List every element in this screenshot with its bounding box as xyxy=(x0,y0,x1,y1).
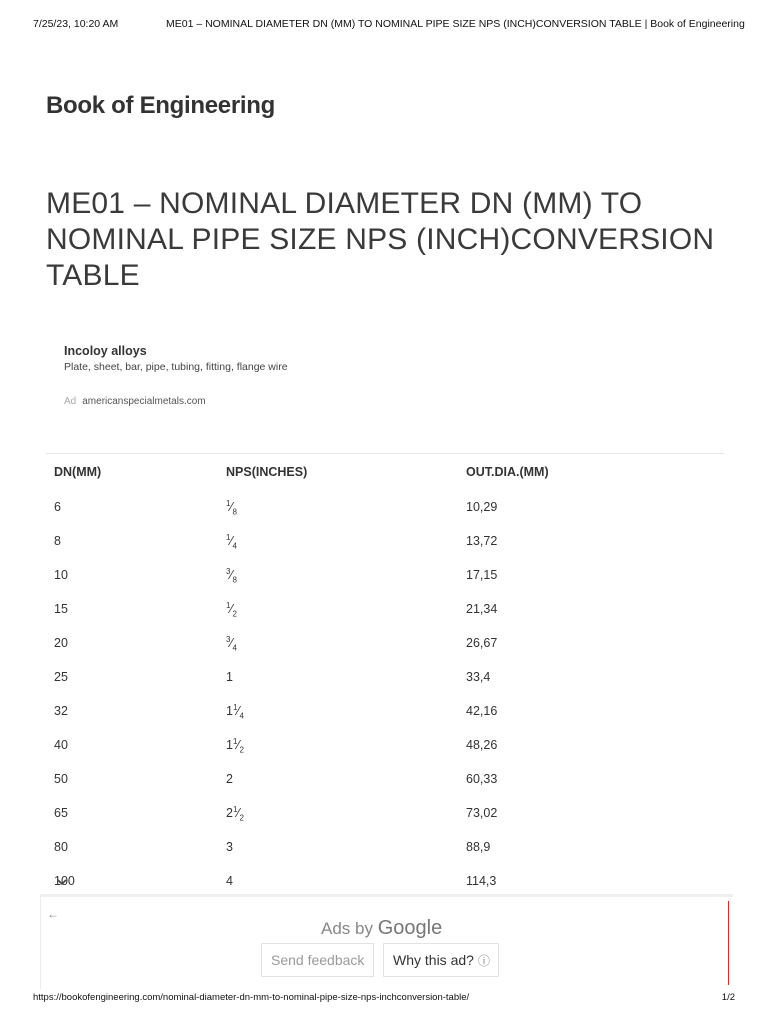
nps-numerator: 1 xyxy=(226,498,231,508)
print-url: https://bookofengineering.com/nominal-diameter-dn-mm-to-nominal-pipe-size-nps-inchconversion-table/ xyxy=(33,992,470,1003)
nps-numerator: 1 xyxy=(226,600,231,610)
cell-outer-diameter: 33,4 xyxy=(466,670,491,684)
print-datetime: 7/25/23, 10:20 AM xyxy=(33,18,119,30)
info-icon: ⓘ xyxy=(477,954,490,968)
cell-outer-diameter: 48,26 xyxy=(466,738,498,752)
table-row xyxy=(46,694,724,728)
nps-numerator: 3 xyxy=(226,566,231,576)
ad-source-url[interactable]: americanspecialmetals.com xyxy=(82,396,206,407)
ads-by-google xyxy=(321,917,442,940)
print-page-number: 1/2 xyxy=(721,992,735,1003)
cell-nps xyxy=(218,490,458,524)
table-row xyxy=(46,728,724,762)
nps-denominator: 4 xyxy=(232,643,237,653)
table-row xyxy=(46,864,724,898)
nps-denominator: 4 xyxy=(239,711,244,721)
nps-numerator: 1 xyxy=(226,532,231,542)
cell-nps xyxy=(218,762,458,796)
send-feedback-button[interactable]: Send feedback xyxy=(261,943,374,977)
conversion-table xyxy=(46,453,724,898)
cell-dn: 15 xyxy=(54,602,68,616)
cell-dn: 50 xyxy=(54,772,68,786)
table-row xyxy=(46,830,724,864)
cell-nps xyxy=(218,796,458,830)
table-row xyxy=(46,490,724,524)
cell-outer-diameter: 60,33 xyxy=(466,772,498,786)
column-header-dn: DN(MM) xyxy=(46,454,218,491)
nps-numerator: 1 xyxy=(232,804,238,814)
cell-nps xyxy=(218,524,458,558)
cell-nps xyxy=(218,626,458,660)
ad-tag: Ad xyxy=(64,396,77,407)
cell-dn: 8 xyxy=(54,534,61,548)
nps-whole: 2 xyxy=(226,772,233,786)
fraction-slash: ⁄ xyxy=(237,738,240,752)
cell-outer-diameter: 42,16 xyxy=(466,704,498,718)
fraction-slash: ⁄ xyxy=(230,500,233,514)
nps-numerator: 3 xyxy=(226,634,231,644)
cell-outer-diameter: 21,34 xyxy=(466,602,498,616)
ad-description: Plate, sheet, bar, pipe, tubing, fitting, flange wire xyxy=(64,361,288,373)
table-row xyxy=(46,796,724,830)
nps-denominator: 2 xyxy=(239,745,244,755)
nps-numerator: 1 xyxy=(232,702,238,712)
nps-whole: 1 xyxy=(226,670,233,684)
cell-nps xyxy=(218,592,458,626)
fraction-slash: ⁄ xyxy=(237,806,240,820)
fraction-slash: ⁄ xyxy=(230,534,233,548)
text-ad[interactable] xyxy=(64,344,464,407)
cell-outer-diameter: 114,3 xyxy=(466,874,497,888)
cell-nps xyxy=(218,660,458,694)
ad-source[interactable] xyxy=(64,396,206,407)
cell-outer-diameter: 13,72 xyxy=(466,534,498,548)
back-arrow-icon[interactable]: ← xyxy=(47,907,59,921)
cell-dn: 25 xyxy=(54,670,68,684)
table-row xyxy=(46,762,724,796)
ad-title[interactable]: Incoloy alloys xyxy=(64,344,147,358)
cell-dn: 40 xyxy=(54,738,68,752)
chevron-down-icon[interactable] xyxy=(56,876,68,888)
cell-outer-diameter: 73,02 xyxy=(466,806,498,820)
print-footer xyxy=(33,992,735,1006)
cell-outer-diameter: 10,29 xyxy=(466,500,498,514)
table-row xyxy=(46,524,724,558)
fraction-slash: ⁄ xyxy=(230,568,233,582)
table-row xyxy=(46,660,724,694)
nps-numerator: 1 xyxy=(232,736,238,746)
cell-outer-diameter: 26,67 xyxy=(466,636,498,650)
cell-dn: 65 xyxy=(54,806,68,820)
cell-outer-diameter: 17,15 xyxy=(466,568,498,582)
cell-dn: 6 xyxy=(54,500,61,514)
column-header-nps: NPS(INCHES) xyxy=(218,454,458,491)
cell-dn: 20 xyxy=(54,636,68,650)
cell-dn: 32 xyxy=(54,704,68,718)
nps-whole: 4 xyxy=(226,874,233,888)
cell-nps xyxy=(218,728,458,762)
cell-dn: 80 xyxy=(54,840,68,854)
print-page-title: ME01 – NOMINAL DIAMETER DN (MM) TO NOMINAL PIPE SIZE NPS (INCH)CONVERSION TABLE | Book of Engineering xyxy=(166,18,745,30)
nps-denominator: 8 xyxy=(232,507,237,517)
nps-whole: 3 xyxy=(226,840,233,854)
cell-dn: 10 xyxy=(54,568,68,582)
cell-nps xyxy=(218,864,458,898)
nps-denominator: 2 xyxy=(239,813,244,823)
print-header xyxy=(33,18,745,32)
cell-dn: 100 xyxy=(54,874,75,888)
cell-nps xyxy=(218,694,458,728)
nps-whole: 1 xyxy=(226,704,233,718)
ad-footer xyxy=(40,894,733,989)
why-this-ad-label: Why this ad? xyxy=(393,952,474,968)
table-body xyxy=(46,490,724,898)
fraction-slash: ⁄ xyxy=(230,602,233,616)
column-header-od: OUT.DIA.(MM) xyxy=(458,454,724,491)
why-this-ad-button[interactable] xyxy=(383,943,499,977)
page-title: ME01 – NOMINAL DIAMETER DN (MM) TO NOMINAL PIPE SIZE NPS (INCH)CONVERSION TABLE xyxy=(46,187,715,292)
table-row xyxy=(46,626,724,660)
ads-by-label: Ads by xyxy=(321,919,373,938)
table-row xyxy=(46,558,724,592)
nps-denominator: 4 xyxy=(232,541,237,551)
google-logo: Google xyxy=(377,917,443,939)
table-header-row xyxy=(46,454,724,491)
ad-border-line xyxy=(728,901,729,985)
fraction-slash: ⁄ xyxy=(230,636,233,650)
cell-nps xyxy=(218,830,458,864)
nps-whole: 1 xyxy=(226,738,233,752)
nps-denominator: 2 xyxy=(232,609,237,619)
table-row xyxy=(46,592,724,626)
nps-whole: 2 xyxy=(226,806,233,820)
fraction-slash: ⁄ xyxy=(237,704,240,718)
site-title[interactable]: Book of Engineering xyxy=(46,92,275,119)
cell-outer-diameter: 88,9 xyxy=(466,840,491,854)
cell-nps xyxy=(218,558,458,592)
nps-denominator: 8 xyxy=(232,575,237,585)
